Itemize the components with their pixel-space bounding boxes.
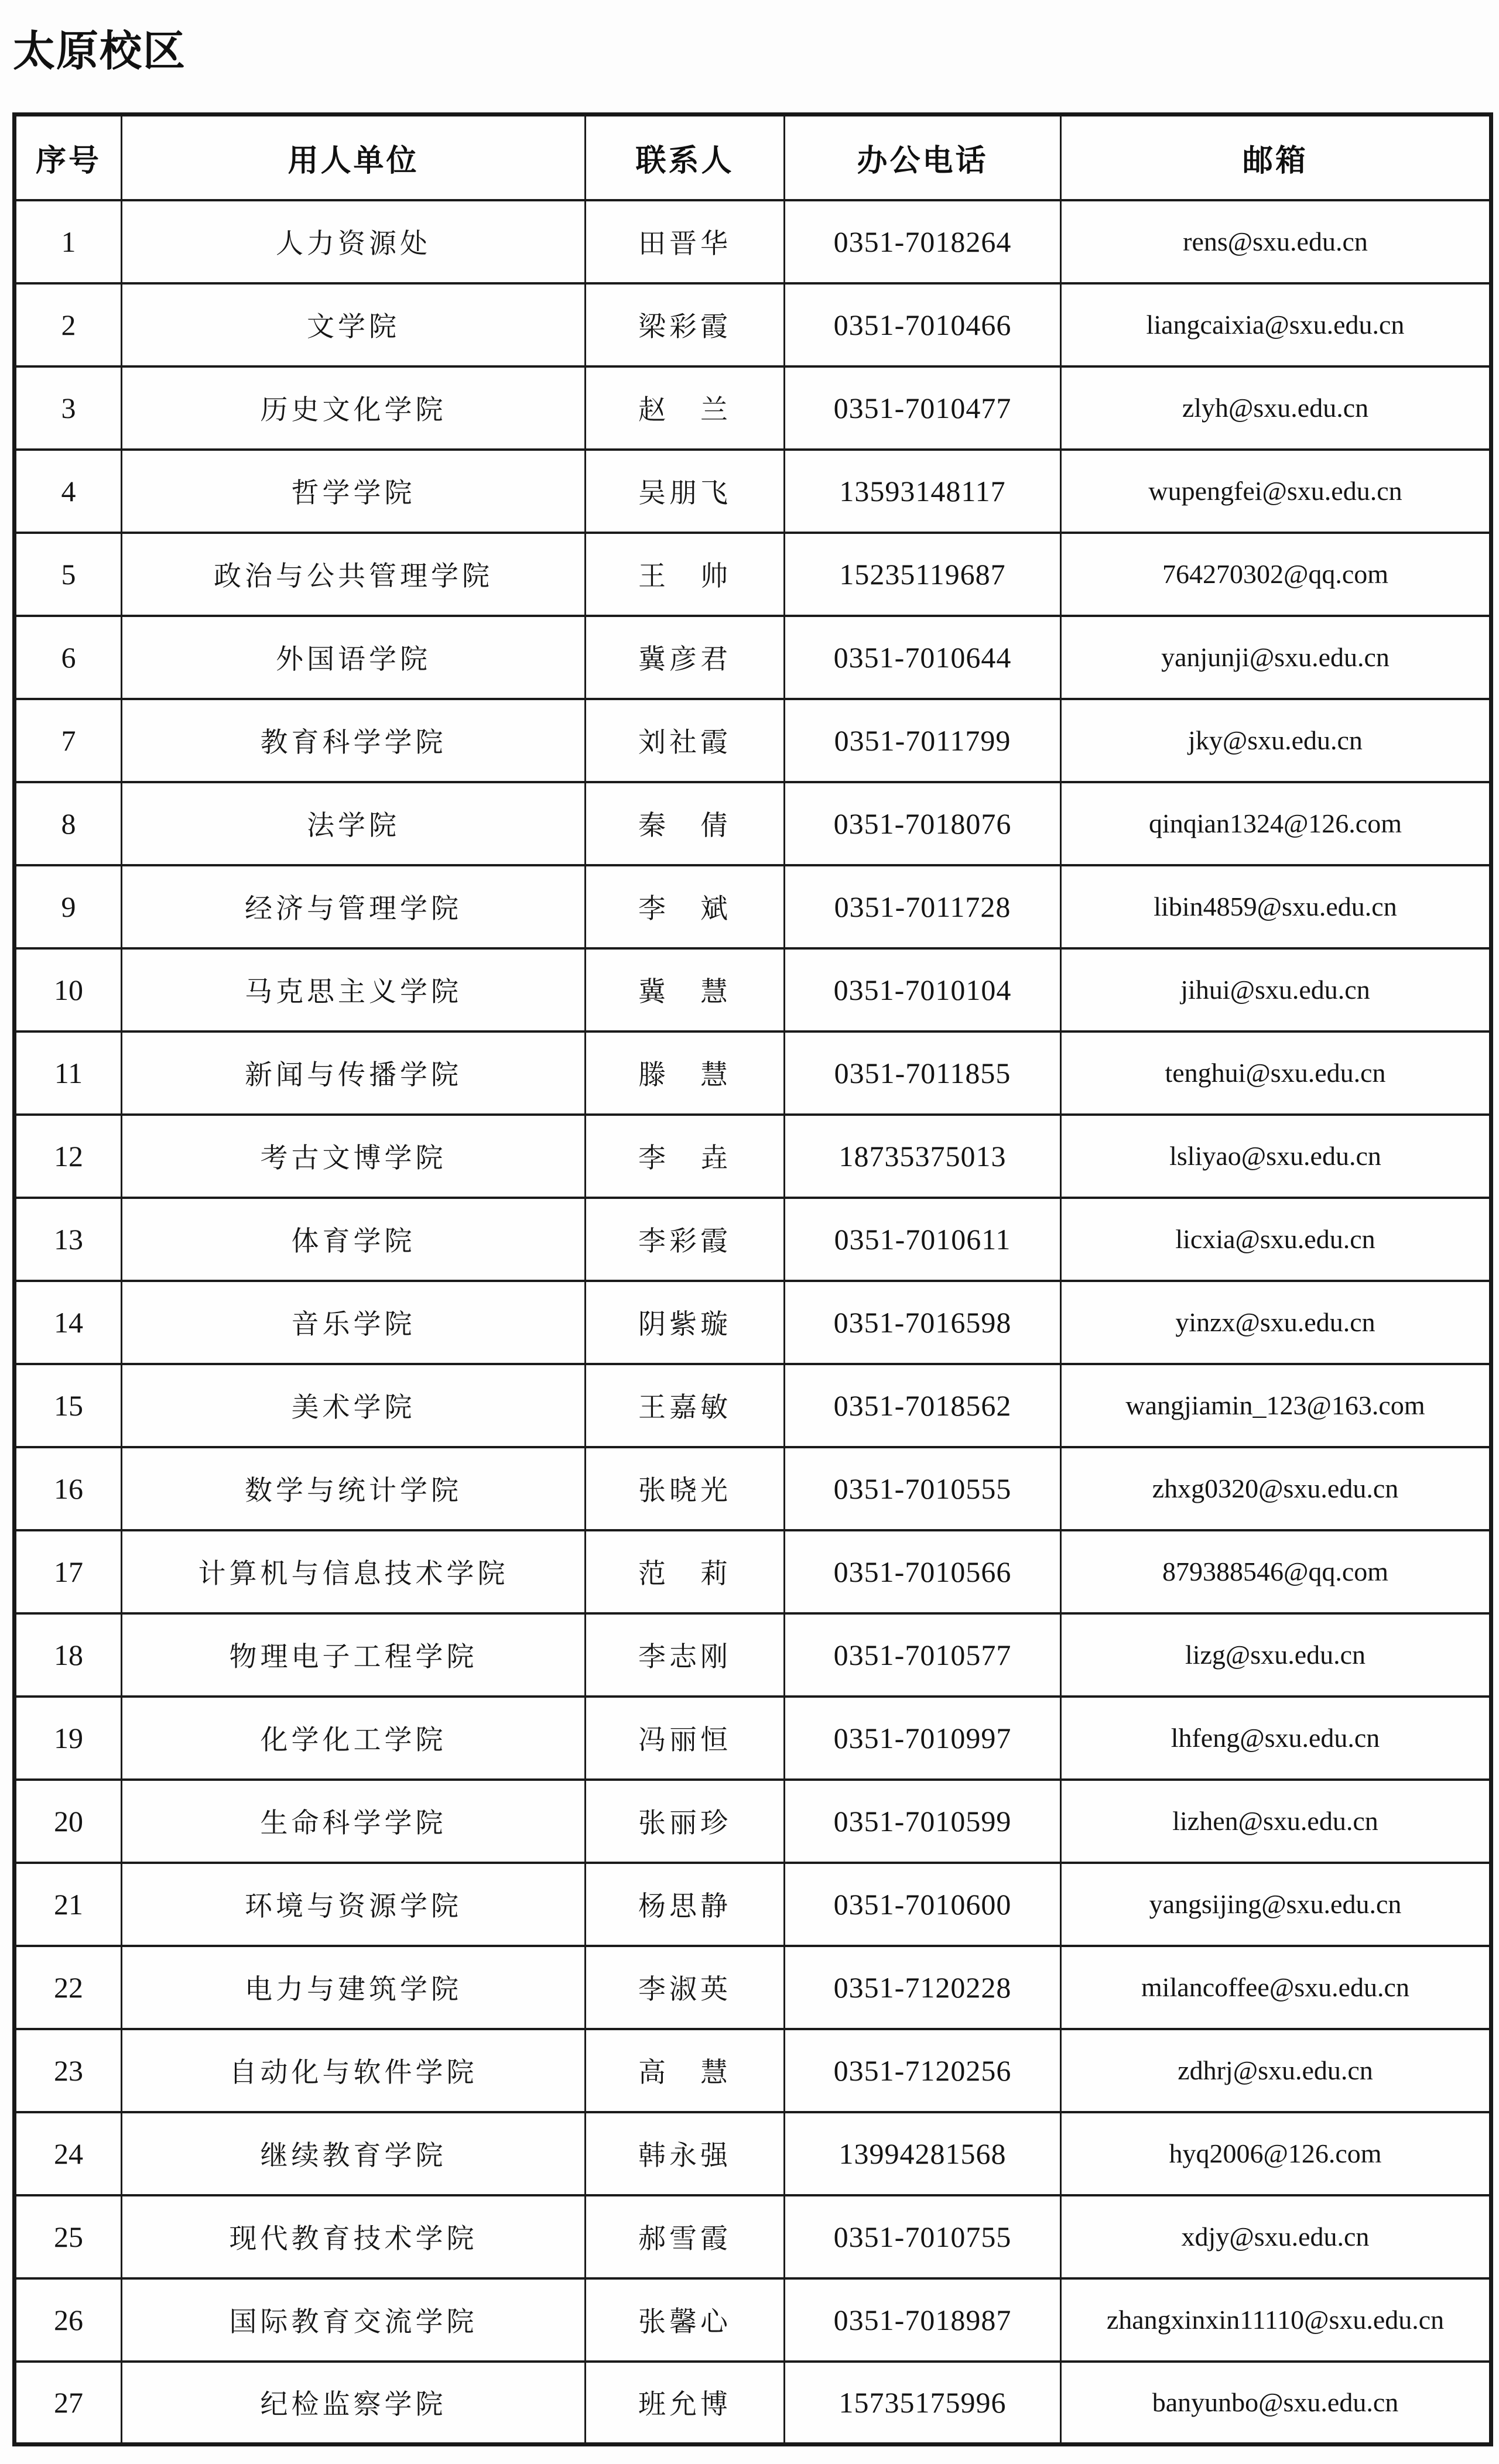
phone-cell: 0351-7016598 [785, 1281, 1061, 1364]
page-title: 太原校区 [13, 28, 187, 75]
email-cell: xdjy@sxu.edu.cn [1061, 2195, 1491, 2278]
row-number-cell: 8 [15, 782, 122, 865]
email-cell: wangjiamin_123@163.com [1061, 1364, 1491, 1447]
email-cell: banyunbo@sxu.edu.cn [1061, 2362, 1491, 2445]
phone-cell: 0351-7011799 [785, 699, 1061, 782]
table-row [15, 2362, 1491, 2445]
contact-cell: 高 慧 [586, 2029, 785, 2112]
unit-cell: 物理电子工程学院 [122, 1613, 586, 1697]
unit-cell: 经济与管理学院 [122, 865, 586, 948]
row-number-cell: 15 [15, 1364, 122, 1447]
row-number-cell: 14 [15, 1281, 122, 1364]
table-row [15, 1031, 1491, 1115]
header-no: 序号 [15, 115, 122, 200]
table-row [15, 2112, 1491, 2195]
email-cell: milancoffee@sxu.edu.cn [1061, 1946, 1491, 2029]
row-number-cell: 24 [15, 2112, 122, 2195]
email-cell: lsliyao@sxu.edu.cn [1061, 1115, 1491, 1198]
table-row [15, 1364, 1491, 1447]
email-cell: libin4859@sxu.edu.cn [1061, 865, 1491, 948]
contact-cell: 李 斌 [586, 865, 785, 948]
email-cell: lizg@sxu.edu.cn [1061, 1613, 1491, 1697]
row-number-cell: 9 [15, 865, 122, 948]
table-row [15, 782, 1491, 865]
contact-cell: 冀彦君 [586, 616, 785, 699]
table-row [15, 283, 1491, 366]
table-row [15, 450, 1491, 533]
table-row [15, 2278, 1491, 2362]
row-number-cell: 4 [15, 450, 122, 533]
email-cell: rens@sxu.edu.cn [1061, 200, 1491, 283]
email-cell: yanjunji@sxu.edu.cn [1061, 616, 1491, 699]
unit-cell: 国际教育交流学院 [122, 2278, 586, 2362]
row-number-cell: 5 [15, 533, 122, 616]
header-email: 邮箱 [1061, 115, 1491, 200]
unit-cell: 文学院 [122, 283, 586, 366]
contact-cell: 赵 兰 [586, 366, 785, 450]
email-cell: zhangxinxin11110@sxu.edu.cn [1061, 2278, 1491, 2362]
contact-cell: 王 帅 [586, 533, 785, 616]
phone-cell: 15235119687 [785, 533, 1061, 616]
phone-cell: 0351-7010599 [785, 1780, 1061, 1863]
unit-cell: 美术学院 [122, 1364, 586, 1447]
phone-cell: 0351-7010577 [785, 1613, 1061, 1697]
contact-cell: 李淑英 [586, 1946, 785, 2029]
phone-cell: 0351-7010600 [785, 1863, 1061, 1946]
table-body [15, 200, 1491, 2445]
phone-cell: 0351-7010997 [785, 1697, 1061, 1780]
row-number-cell: 2 [15, 283, 122, 366]
email-cell: tenghui@sxu.edu.cn [1061, 1031, 1491, 1115]
table-row [15, 948, 1491, 1031]
contact-cell: 梁彩霞 [586, 283, 785, 366]
unit-cell: 体育学院 [122, 1198, 586, 1281]
contact-cell: 田晋华 [586, 200, 785, 283]
email-cell: jihui@sxu.edu.cn [1061, 948, 1491, 1031]
contact-cell: 吴朋飞 [586, 450, 785, 533]
email-cell: hyq2006@126.com [1061, 2112, 1491, 2195]
header-unit: 用人单位 [122, 115, 586, 200]
unit-cell: 电力与建筑学院 [122, 1946, 586, 2029]
row-number-cell: 27 [15, 2362, 122, 2445]
unit-cell: 继续教育学院 [122, 2112, 586, 2195]
phone-cell: 18735375013 [785, 1115, 1061, 1198]
table-row [15, 2195, 1491, 2278]
email-cell: jky@sxu.edu.cn [1061, 699, 1491, 782]
row-number-cell: 22 [15, 1946, 122, 2029]
email-cell: zdhrj@sxu.edu.cn [1061, 2029, 1491, 2112]
email-cell: yinzx@sxu.edu.cn [1061, 1281, 1491, 1364]
phone-cell: 0351-7011855 [785, 1031, 1061, 1115]
contact-cell: 李 垚 [586, 1115, 785, 1198]
table-row [15, 1281, 1491, 1364]
header-phone: 办公电话 [785, 115, 1061, 200]
table-row [15, 1863, 1491, 1946]
row-number-cell: 26 [15, 2278, 122, 2362]
email-cell: liangcaixia@sxu.edu.cn [1061, 283, 1491, 366]
unit-cell: 教育科学学院 [122, 699, 586, 782]
unit-cell: 化学化工学院 [122, 1697, 586, 1780]
row-number-cell: 18 [15, 1613, 122, 1697]
table-row [15, 865, 1491, 948]
header-row [15, 115, 1491, 200]
row-number-cell: 19 [15, 1697, 122, 1780]
row-number-cell: 6 [15, 616, 122, 699]
row-number-cell: 3 [15, 366, 122, 450]
phone-cell: 0351-7010477 [785, 366, 1061, 450]
phone-cell: 0351-7018264 [785, 200, 1061, 283]
email-cell: lhfeng@sxu.edu.cn [1061, 1697, 1491, 1780]
contact-cell: 范 莉 [586, 1530, 785, 1613]
contact-cell: 秦 倩 [586, 782, 785, 865]
header-contact: 联系人 [586, 115, 785, 200]
phone-cell: 0351-7120256 [785, 2029, 1061, 2112]
unit-cell: 考古文博学院 [122, 1115, 586, 1198]
unit-cell: 生命科学学院 [122, 1780, 586, 1863]
unit-cell: 自动化与软件学院 [122, 2029, 586, 2112]
phone-cell: 0351-7018076 [785, 782, 1061, 865]
contact-cell: 张丽珍 [586, 1780, 785, 1863]
table-row [15, 1115, 1491, 1198]
phone-cell: 0351-7018987 [785, 2278, 1061, 2362]
unit-cell: 新闻与传播学院 [122, 1031, 586, 1115]
contact-cell: 李志刚 [586, 1613, 785, 1697]
row-number-cell: 11 [15, 1031, 122, 1115]
contact-cell: 张馨心 [586, 2278, 785, 2362]
row-number-cell: 10 [15, 948, 122, 1031]
table-row [15, 1447, 1491, 1530]
unit-cell: 人力资源处 [122, 200, 586, 283]
unit-cell: 政治与公共管理学院 [122, 533, 586, 616]
contact-cell: 李彩霞 [586, 1198, 785, 1281]
row-number-cell: 23 [15, 2029, 122, 2112]
contact-cell: 韩永强 [586, 2112, 785, 2195]
row-number-cell: 17 [15, 1530, 122, 1613]
row-number-cell: 21 [15, 1863, 122, 1946]
contact-cell: 滕 慧 [586, 1031, 785, 1115]
phone-cell: 0351-7010755 [785, 2195, 1061, 2278]
table-row [15, 699, 1491, 782]
unit-cell: 数学与统计学院 [122, 1447, 586, 1530]
phone-cell: 15735175996 [785, 2362, 1061, 2445]
unit-cell: 现代教育技术学院 [122, 2195, 586, 2278]
unit-cell: 纪检监察学院 [122, 2362, 586, 2445]
email-cell: zlyh@sxu.edu.cn [1061, 366, 1491, 450]
row-number-cell: 12 [15, 1115, 122, 1198]
table-row [15, 1946, 1491, 2029]
unit-cell: 计算机与信息技术学院 [122, 1530, 586, 1613]
row-number-cell: 7 [15, 699, 122, 782]
phone-cell: 0351-7010566 [785, 1530, 1061, 1613]
phone-cell: 0351-7010611 [785, 1198, 1061, 1281]
phone-cell: 0351-7120228 [785, 1946, 1061, 2029]
row-number-cell: 25 [15, 2195, 122, 2278]
contact-cell: 刘社霞 [586, 699, 785, 782]
table-row [15, 616, 1491, 699]
table-row [15, 533, 1491, 616]
email-cell: wupengfei@sxu.edu.cn [1061, 450, 1491, 533]
table-header [15, 115, 1491, 200]
email-cell: licxia@sxu.edu.cn [1061, 1198, 1491, 1281]
email-cell: 879388546@qq.com [1061, 1530, 1491, 1613]
phone-cell: 0351-7011728 [785, 865, 1061, 948]
contact-cell: 郝雪霞 [586, 2195, 785, 2278]
unit-cell: 音乐学院 [122, 1281, 586, 1364]
phone-cell: 0351-7010555 [785, 1447, 1061, 1530]
email-cell: yangsijing@sxu.edu.cn [1061, 1863, 1491, 1946]
row-number-cell: 1 [15, 200, 122, 283]
row-number-cell: 13 [15, 1198, 122, 1281]
contact-cell: 王嘉敏 [586, 1364, 785, 1447]
table-row [15, 366, 1491, 450]
contact-cell: 冀 慧 [586, 948, 785, 1031]
contact-cell: 班允博 [586, 2362, 785, 2445]
table-row [15, 1780, 1491, 1863]
unit-cell: 外国语学院 [122, 616, 586, 699]
table-row [15, 1613, 1491, 1697]
table-row [15, 200, 1491, 283]
unit-cell: 历史文化学院 [122, 366, 586, 450]
phone-cell: 0351-7010104 [785, 948, 1061, 1031]
email-cell: lizhen@sxu.edu.cn [1061, 1780, 1491, 1863]
contact-cell: 冯丽恒 [586, 1697, 785, 1780]
phone-cell: 13994281568 [785, 2112, 1061, 2195]
phone-cell: 0351-7010644 [785, 616, 1061, 699]
contact-table [12, 112, 1493, 2446]
table-row [15, 1198, 1491, 1281]
unit-cell: 法学院 [122, 782, 586, 865]
unit-cell: 环境与资源学院 [122, 1863, 586, 1946]
phone-cell: 0351-7018562 [785, 1364, 1061, 1447]
email-cell: zhxg0320@sxu.edu.cn [1061, 1447, 1491, 1530]
unit-cell: 哲学学院 [122, 450, 586, 533]
unit-cell: 马克思主义学院 [122, 948, 586, 1031]
table-row [15, 2029, 1491, 2112]
table-row [15, 1697, 1491, 1780]
phone-cell: 13593148117 [785, 450, 1061, 533]
row-number-cell: 20 [15, 1780, 122, 1863]
table-row [15, 1530, 1491, 1613]
email-cell: 764270302@qq.com [1061, 533, 1491, 616]
contact-cell: 杨思静 [586, 1863, 785, 1946]
contact-cell: 张晓光 [586, 1447, 785, 1530]
email-cell: qinqian1324@126.com [1061, 782, 1491, 865]
row-number-cell: 16 [15, 1447, 122, 1530]
contact-cell: 阴紫璇 [586, 1281, 785, 1364]
phone-cell: 0351-7010466 [785, 283, 1061, 366]
